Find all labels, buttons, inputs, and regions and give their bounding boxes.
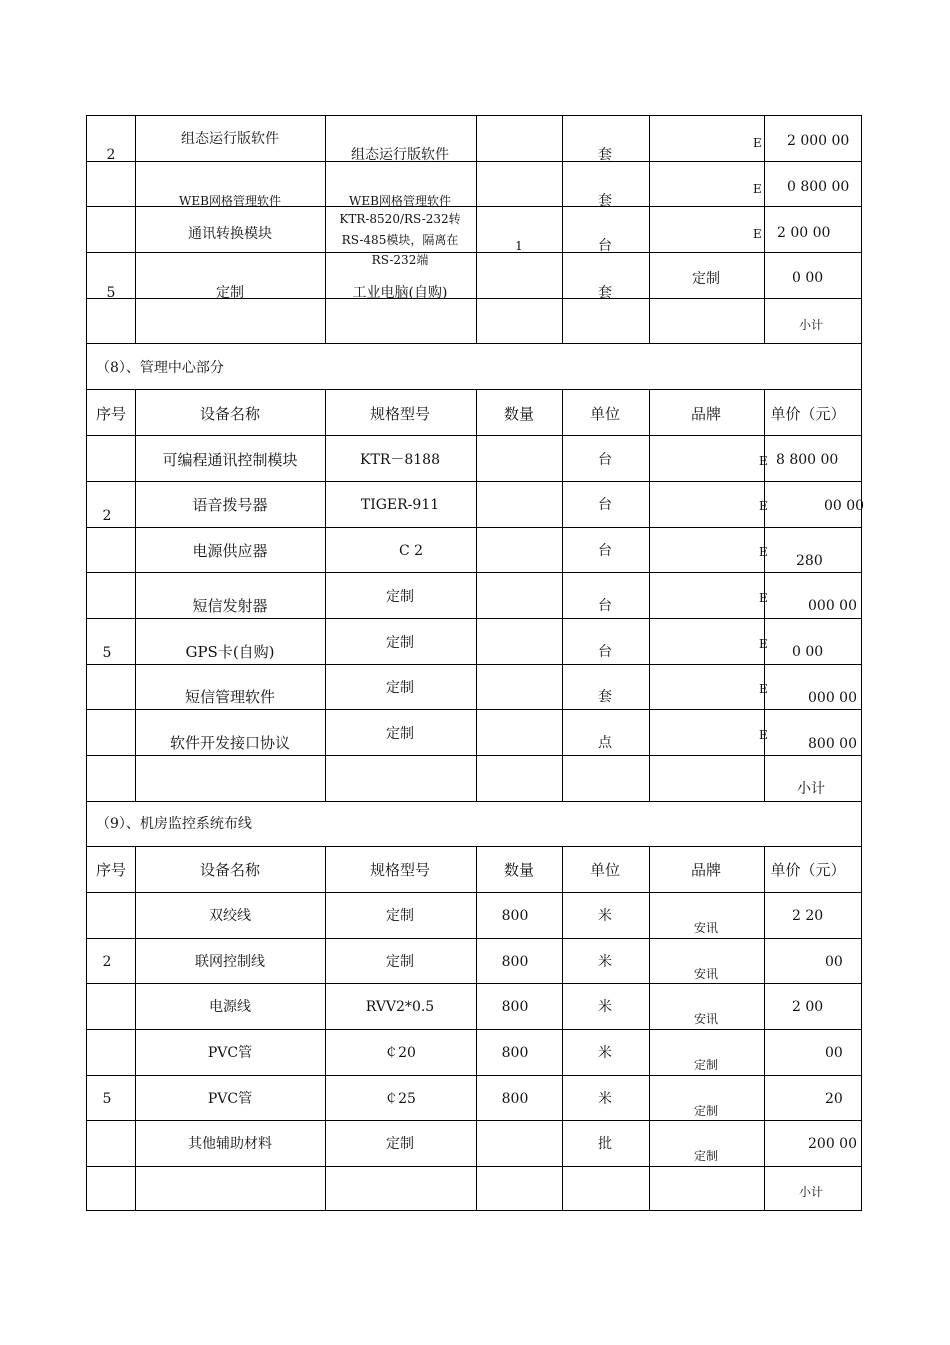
row-number: 2 xyxy=(106,147,116,163)
header-qty: 数量 xyxy=(503,405,535,423)
col-divider xyxy=(476,115,477,344)
unit: 米 xyxy=(598,1045,612,1061)
device-name: 电源线 xyxy=(209,999,251,1015)
model-spec: 定制 xyxy=(386,589,414,605)
unit-price: 0 800 00 xyxy=(787,179,850,195)
unit: 台 xyxy=(598,543,612,559)
section-title: （9）、机房监控系统布线 xyxy=(96,816,252,832)
row-number: 2 xyxy=(102,508,112,524)
unit-price: 000 00 xyxy=(808,598,857,614)
row-divider xyxy=(86,664,862,665)
row-divider xyxy=(86,618,862,619)
model-spec: ￠20 xyxy=(384,1045,416,1061)
model-spec-line: RS-485模块，隔离在 xyxy=(341,233,459,247)
col-divider xyxy=(325,115,326,344)
header-brand: 品牌 xyxy=(690,405,722,423)
price-mark: E xyxy=(753,182,762,196)
price-mark: E xyxy=(759,637,768,651)
header-name: 设备名称 xyxy=(199,405,261,423)
unit-price: 0 00 xyxy=(792,644,824,660)
unit: 台 xyxy=(598,598,612,614)
table-border-right xyxy=(861,115,862,1211)
unit-price: 00 00 xyxy=(824,498,865,514)
device-name: WEB网格管理软件 xyxy=(179,194,281,208)
device-name: 通讯转换模块 xyxy=(188,226,272,242)
model-spec: 定制 xyxy=(386,680,414,696)
unit-price: 280 xyxy=(796,553,823,569)
col-divider xyxy=(562,389,563,802)
unit: 台 xyxy=(598,238,612,254)
model-spec: 定制 xyxy=(386,1136,414,1152)
row-divider xyxy=(86,846,862,847)
col-divider xyxy=(325,389,326,802)
brand: 安讯 xyxy=(693,1012,719,1026)
col-divider xyxy=(476,389,477,802)
header-price: 单价（元） xyxy=(770,405,846,423)
row-divider xyxy=(86,161,862,162)
row-divider xyxy=(86,572,862,573)
device-name: GPS卡(自购) xyxy=(185,643,275,661)
price-mark: E xyxy=(759,728,768,742)
header-unit: 单位 xyxy=(589,861,621,879)
unit: 套 xyxy=(598,193,612,209)
col-divider xyxy=(325,846,326,1211)
brand: 定制 xyxy=(692,271,720,287)
row-divider xyxy=(86,298,862,299)
header-unit: 单位 xyxy=(589,405,621,423)
device-name: 双绞线 xyxy=(209,908,251,924)
col-divider xyxy=(135,846,136,1211)
row-divider xyxy=(86,435,862,436)
model-spec: WEB网格管理软件 xyxy=(349,194,451,208)
row-divider xyxy=(86,892,862,893)
model-spec-line: RS-232端 xyxy=(371,253,429,267)
table-border-left xyxy=(86,115,87,1211)
device-name: 其他辅助材料 xyxy=(188,1136,272,1152)
model-spec: C 2 xyxy=(398,543,424,559)
unit: 台 xyxy=(598,644,612,660)
unit-price: 2 000 00 xyxy=(787,133,850,149)
model-spec: TIGER-911 xyxy=(360,497,440,513)
row-divider xyxy=(86,527,862,528)
row-divider xyxy=(86,115,862,116)
col-divider xyxy=(476,846,477,1211)
row-divider xyxy=(86,1120,862,1121)
model-spec: 定制 xyxy=(386,908,414,924)
row-divider xyxy=(86,709,862,710)
brand: 安讯 xyxy=(693,967,719,981)
col-divider xyxy=(649,846,650,1211)
unit: 台 xyxy=(598,497,612,513)
quantity: 800 xyxy=(501,999,529,1015)
brand: 定制 xyxy=(693,1149,719,1163)
row-divider xyxy=(86,1210,862,1211)
unit: 米 xyxy=(598,908,612,924)
unit: 套 xyxy=(598,689,612,705)
row-divider xyxy=(86,755,862,756)
unit-price: 00 xyxy=(825,954,843,970)
device-name: 语音拨号器 xyxy=(192,496,268,514)
row-divider xyxy=(86,1075,862,1076)
header-brand: 品牌 xyxy=(690,861,722,879)
brand: 安讯 xyxy=(693,921,719,935)
row-divider xyxy=(86,252,862,253)
col-divider xyxy=(764,846,765,1211)
row-number: 2 xyxy=(102,954,112,970)
brand: 定制 xyxy=(693,1058,719,1072)
quantity: 800 xyxy=(501,908,529,924)
unit-price: 20 xyxy=(825,1091,843,1107)
model-spec: RVV2*0.5 xyxy=(365,999,435,1015)
unit: 点 xyxy=(598,735,612,751)
subtotal-label: 小计 xyxy=(798,318,824,332)
row-divider xyxy=(86,343,862,344)
unit-price: 2 00 xyxy=(792,999,824,1015)
model-spec: 工业电脑(自购) xyxy=(352,285,448,301)
price-mark: E xyxy=(759,454,768,468)
unit-price: 2 00 00 xyxy=(777,225,831,241)
model-spec: 组态运行版软件 xyxy=(351,147,449,163)
price-mark: E xyxy=(753,136,762,150)
unit: 批 xyxy=(598,1136,612,1152)
price-mark: E xyxy=(759,682,768,696)
device-name: 短信管理软件 xyxy=(184,688,276,706)
header-name: 设备名称 xyxy=(199,861,261,879)
unit-price: 800 00 xyxy=(808,736,857,752)
model-spec: KTR－8188 xyxy=(360,452,440,468)
subtotal-label: 小计 xyxy=(798,1185,824,1199)
quantity: 800 xyxy=(501,1045,529,1061)
device-name: PVC管 xyxy=(207,1045,253,1061)
header-price: 单价（元） xyxy=(770,861,846,879)
device-name: 可编程通讯控制模块 xyxy=(162,451,298,469)
unit: 米 xyxy=(598,954,612,970)
header-qty: 数量 xyxy=(503,861,535,879)
device-name: 组态运行版软件 xyxy=(181,131,279,147)
unit-price: 0 00 xyxy=(792,270,824,286)
col-divider xyxy=(562,115,563,344)
unit: 米 xyxy=(598,999,612,1015)
quantity: 1 xyxy=(515,239,523,253)
price-mark: E xyxy=(759,499,768,513)
unit: 套 xyxy=(598,285,612,301)
device-name: 短信发射器 xyxy=(192,597,268,615)
unit-price: 8 800 00 xyxy=(776,452,839,468)
model-spec: 定制 xyxy=(386,635,414,651)
col-divider xyxy=(135,115,136,344)
price-mark: E xyxy=(759,545,768,559)
col-divider xyxy=(649,389,650,802)
device-name: 电源供应器 xyxy=(192,542,268,560)
header-no: 序号 xyxy=(95,861,127,879)
row-divider xyxy=(86,1029,862,1030)
unit-price: 000 00 xyxy=(808,690,857,706)
model-spec-line: KTR-8520/RS-232转 xyxy=(339,212,461,226)
col-divider xyxy=(135,389,136,802)
header-no: 序号 xyxy=(95,405,127,423)
row-divider xyxy=(86,983,862,984)
unit: 米 xyxy=(598,1091,612,1107)
unit: 套 xyxy=(598,147,612,163)
unit-price: 00 xyxy=(825,1045,843,1061)
quantity: 800 xyxy=(501,954,529,970)
row-number: 5 xyxy=(106,285,116,301)
row-divider xyxy=(86,481,862,482)
unit: 台 xyxy=(598,452,612,468)
col-divider xyxy=(562,846,563,1211)
header-model: 规格型号 xyxy=(369,405,431,423)
quantity: 800 xyxy=(501,1091,529,1107)
row-divider xyxy=(86,938,862,939)
device-name: 联网控制线 xyxy=(195,954,265,970)
model-spec: 定制 xyxy=(386,954,414,970)
unit-price: 200 00 xyxy=(808,1136,857,1152)
col-divider xyxy=(764,115,765,344)
model-spec: 定制 xyxy=(386,726,414,742)
header-model: 规格型号 xyxy=(369,861,431,879)
price-mark: E xyxy=(759,591,768,605)
device-name: 定制 xyxy=(216,285,244,301)
section-title: （8）、管理中心部分 xyxy=(96,360,224,376)
device-name: PVC管 xyxy=(207,1091,253,1107)
row-divider xyxy=(86,1166,862,1167)
brand: 定制 xyxy=(693,1104,719,1118)
row-divider xyxy=(86,389,862,390)
subtotal-label: 小计 xyxy=(797,781,825,797)
model-spec: ￠25 xyxy=(384,1091,416,1107)
row-number: 5 xyxy=(102,645,112,661)
row-divider xyxy=(86,801,862,802)
unit-price: 2 20 xyxy=(792,908,824,924)
device-name: 软件开发接口协议 xyxy=(169,734,291,752)
price-mark: E xyxy=(753,227,762,241)
row-number: 5 xyxy=(102,1091,112,1107)
col-divider xyxy=(649,115,650,344)
